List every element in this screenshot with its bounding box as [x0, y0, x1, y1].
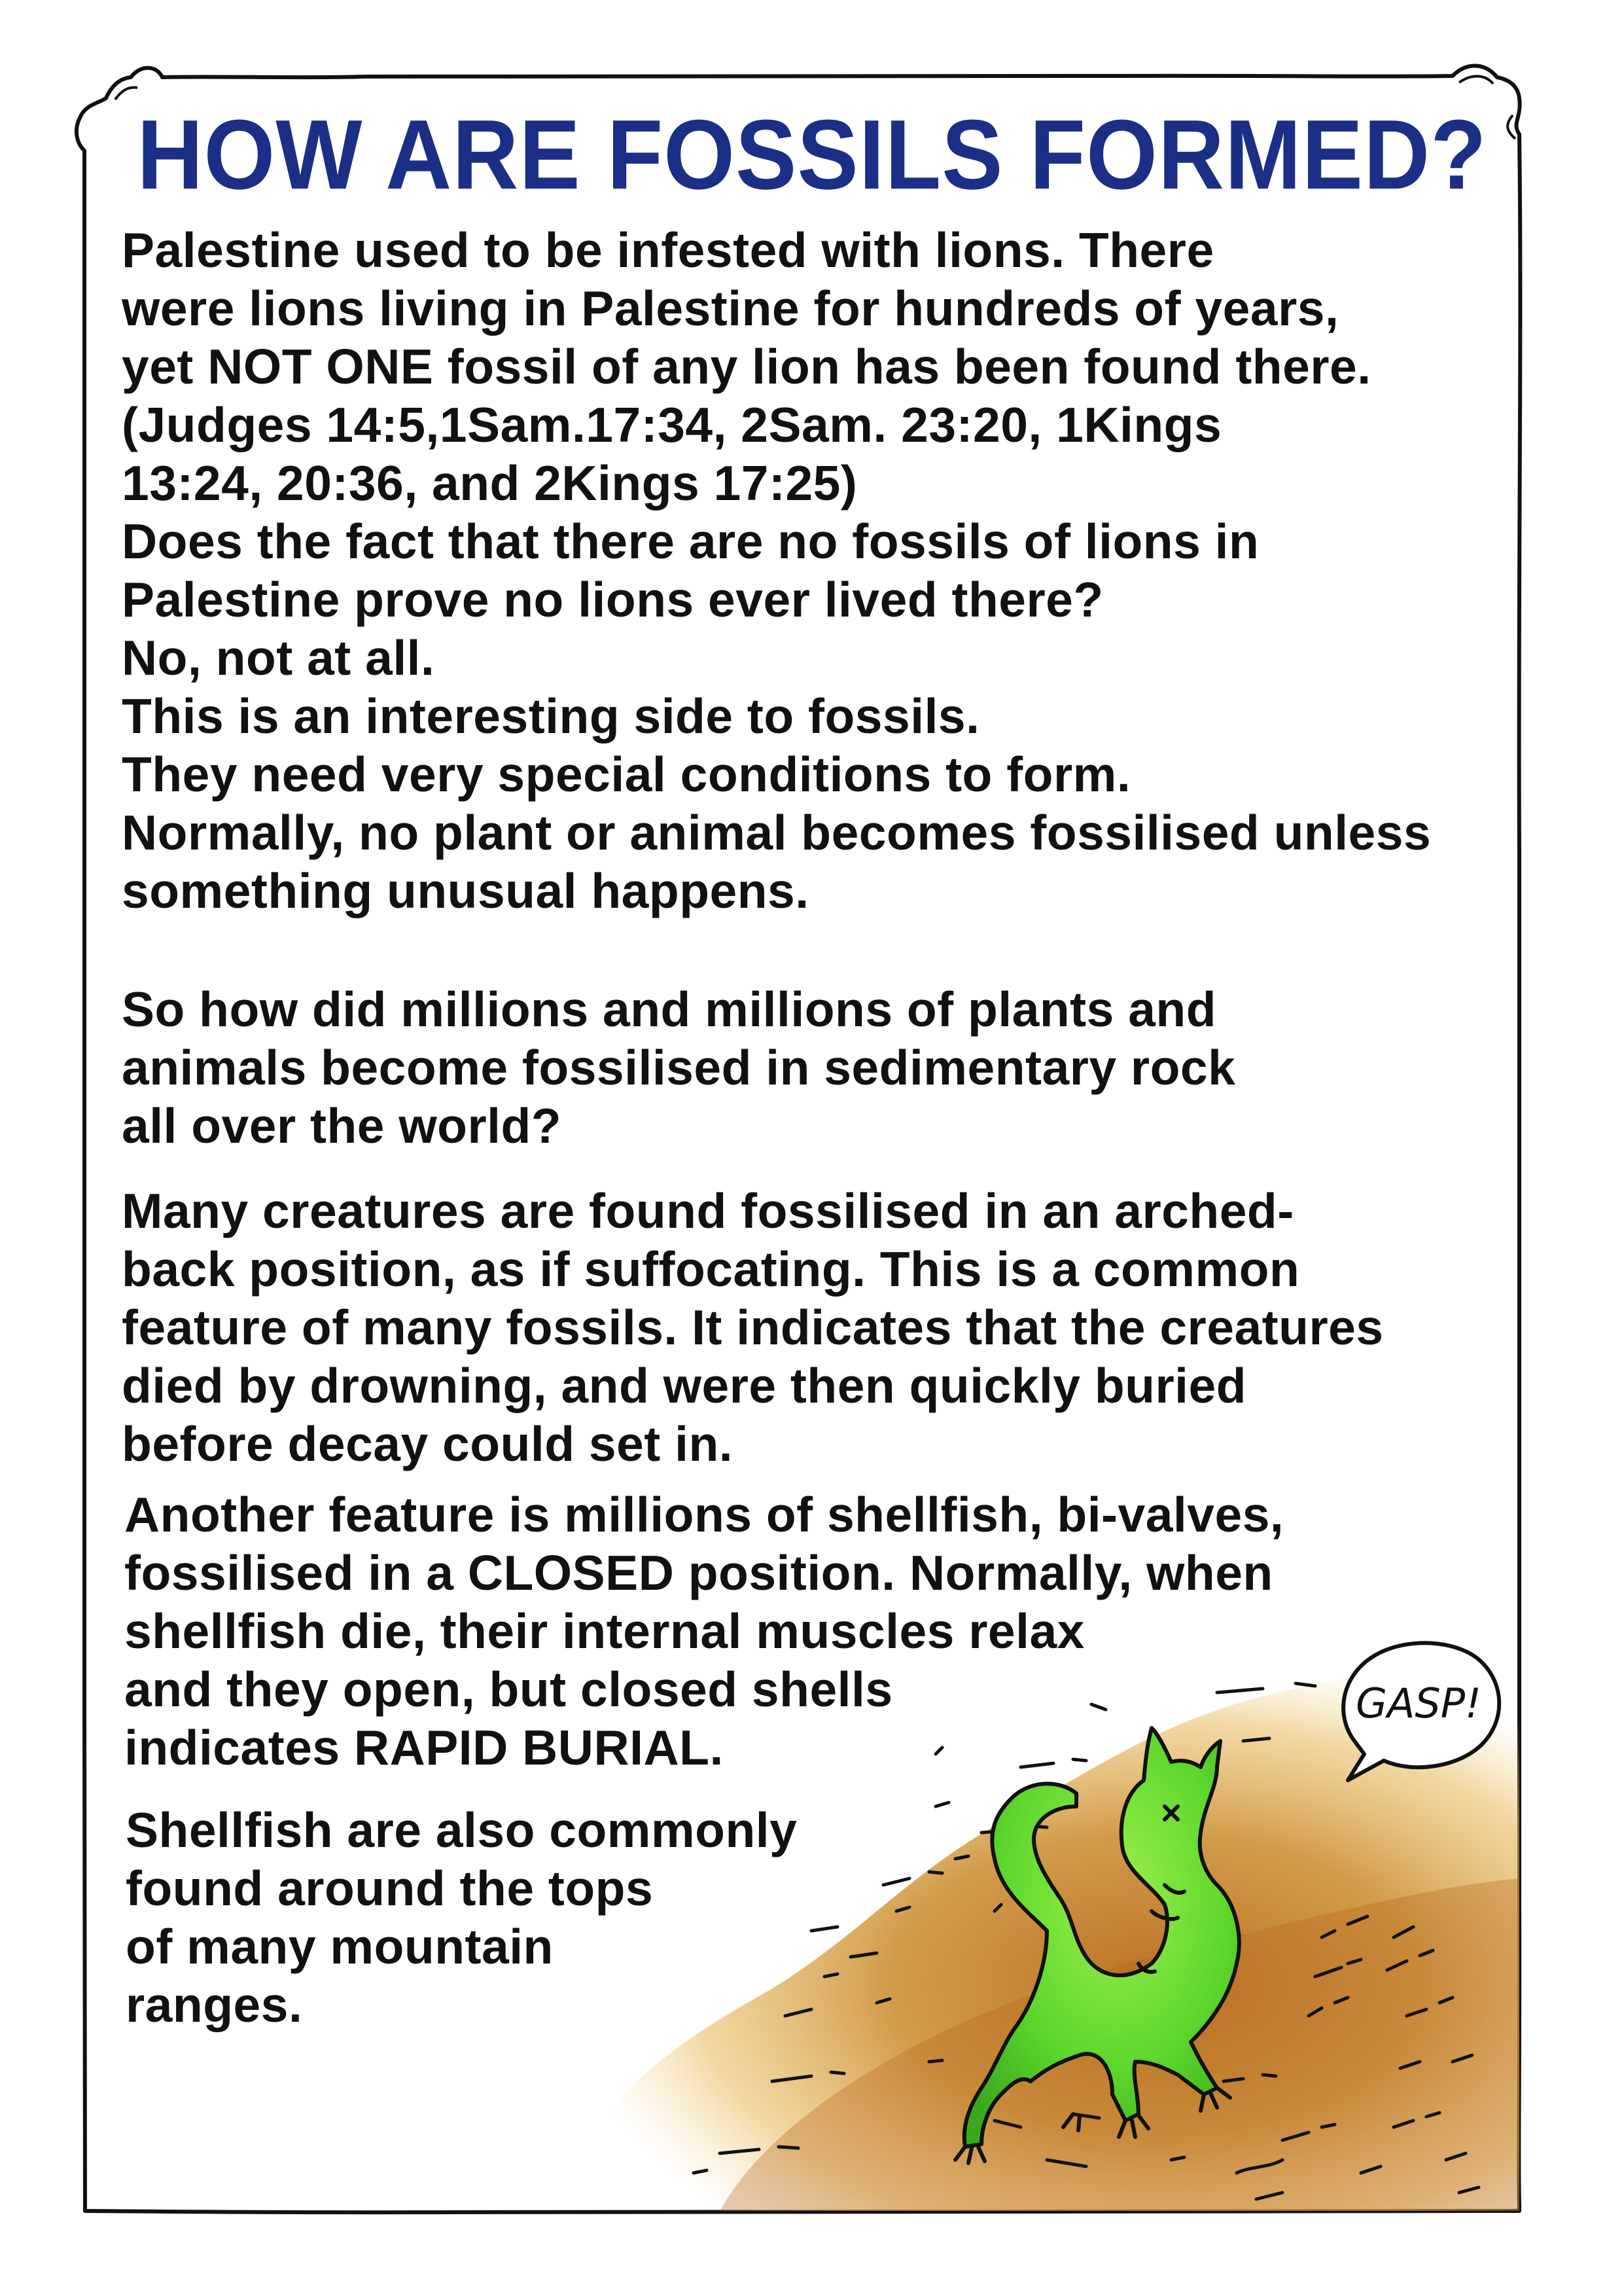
text-line: No, not at all.	[122, 630, 435, 685]
text-line: something unusual happens.	[122, 863, 809, 918]
text-line: Normally, no plant or animal becomes fossilised unless	[122, 805, 1432, 860]
text-line: back position, as if suffocating. This is a common	[122, 1242, 1300, 1297]
text-line: and they open, but closed shells	[124, 1662, 893, 1717]
text-line: Shellfish are also commonly	[126, 1803, 798, 1857]
text-line: shellfish die, their internal muscles relax	[124, 1604, 1085, 1659]
text-line: yet NOT ONE fossil of any lion has been found there.	[122, 339, 1371, 394]
paragraph-shellfish	[124, 1486, 1284, 1777]
text-line: found around the tops	[126, 1861, 654, 1916]
text-line: They need very special conditions to form.	[122, 747, 1131, 802]
text-line: before decay could set in.	[122, 1416, 733, 1471]
speech-bubble-text: GASP!	[1355, 1679, 1482, 1727]
text-line: 13:24, 20:36, and 2Kings 17:25)	[122, 456, 858, 511]
text-line: indicates RAPID BURIAL.	[124, 1720, 724, 1775]
page-title: HOW ARE FOSSILS FORMED?	[137, 99, 1487, 210]
text-line: all over the world?	[122, 1098, 562, 1153]
text-line: fossilised in a CLOSED position. Normally, when	[124, 1545, 1273, 1600]
text-line: (Judges 14:5,1Sam.17:34, 2Sam. 23:20, 1Kings	[122, 397, 1222, 452]
text-line: feature of many fossils. It indicates that the creatures	[122, 1300, 1384, 1355]
text-line: Palestine prove no lions ever lived there?	[122, 572, 1104, 627]
text-line: Does the fact that there are no fossils of lions in	[122, 514, 1260, 569]
text-line: were lions living in Palestine for hundreds of years,	[122, 281, 1339, 336]
text-line: Palestine used to be infested with lions. There	[122, 223, 1214, 278]
text-line: died by drowning, and were then quickly buried	[122, 1358, 1247, 1413]
paragraph-mountains	[126, 1801, 797, 2034]
text-line: of many mountain	[126, 1919, 554, 1974]
paragraph-millions	[122, 980, 1235, 1155]
text-line: Another feature is millions of shellfish, bi-valves,	[124, 1487, 1284, 1542]
text-line: This is an interesting side to fossils.	[122, 689, 980, 744]
text-line: So how did millions and millions of plants and	[122, 982, 1217, 1037]
paragraph-arched-back	[122, 1182, 1384, 1473]
text-line: Many creatures are found fossilised in an arched-	[122, 1183, 1294, 1238]
text-line: ranges.	[126, 1977, 303, 2032]
paragraph-lions	[122, 221, 1431, 920]
text-line: animals become fossilised in sedimentary rock	[122, 1040, 1236, 1095]
